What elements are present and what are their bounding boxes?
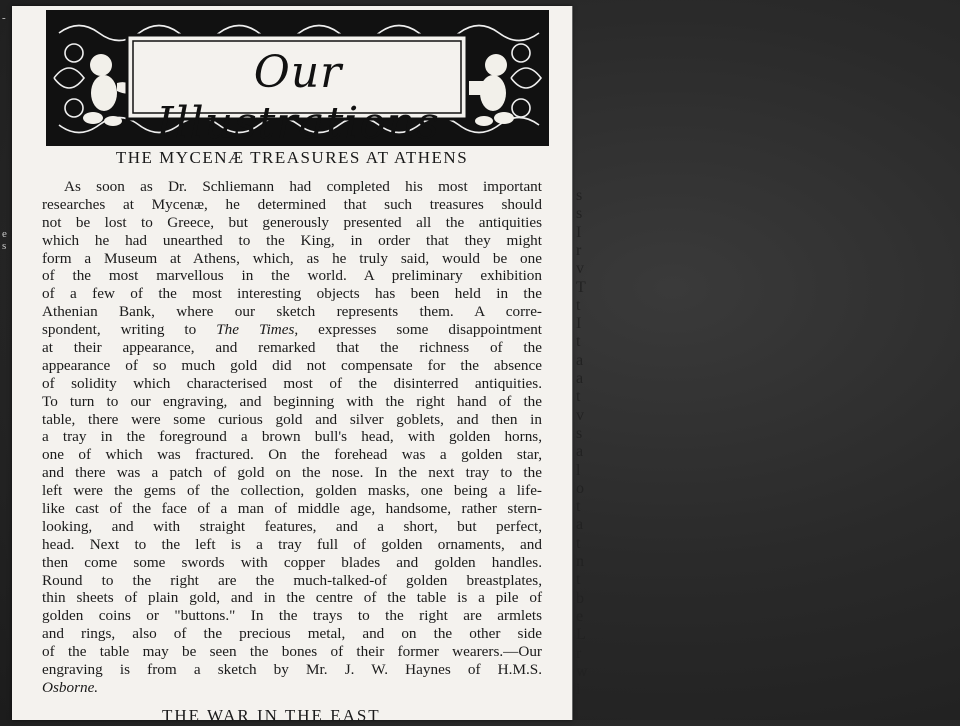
- margin-letter: w: [576, 662, 588, 680]
- article-line: Athenian Bank, where our sketch represents them. A corre-: [42, 303, 542, 321]
- article-line: engraving is from a sketch by Mr. J. W. Haynes of H.M.S.: [42, 661, 542, 679]
- margin-letter: I: [576, 315, 582, 333]
- article-line: of a few of the most interesting objects has been held in the: [42, 285, 542, 303]
- article-line: which he had unearthed to the King, in order that they might: [42, 231, 542, 249]
- margin-letter: a: [576, 516, 584, 534]
- margin-letter: e: [576, 607, 584, 625]
- margin-letter: o: [576, 479, 584, 497]
- margin-letter: n: [576, 553, 584, 570]
- article-line: of the table may be seen the bones of their former wearers.—Our: [42, 643, 542, 661]
- article-line: of solidity which characterised most of the disinterred antiquities.: [42, 374, 542, 392]
- margin-letter: s: [576, 205, 583, 223]
- article-line: head. Next to the left is a tray full of golden ornaments, and: [42, 535, 542, 553]
- margin-letter: v: [576, 260, 584, 278]
- margin-mark: e: [2, 228, 7, 240]
- article-line: and rings, also of the precious metal, and on the other side: [42, 625, 542, 643]
- article-line: golden coins or "buttons." In the trays to the right are armlets: [42, 607, 542, 625]
- article-line: To turn to our engraving, and beginning with the right hand of the: [42, 392, 542, 410]
- margin-letter: t: [576, 388, 581, 406]
- margin-letter: a: [576, 351, 584, 369]
- article-line: of the most marvellous in the world. A preliminary exhibition: [42, 267, 542, 285]
- margin-letter: s: [576, 187, 583, 204]
- article-line: then come some swords with copper blades and golden handles.: [42, 553, 542, 571]
- article-line: at their appearance, and remarked that the richness of the: [42, 339, 542, 357]
- margin-letter: l: [576, 461, 581, 479]
- article-line: Round to the right are the much-talked-of golden breastplates,: [42, 571, 542, 589]
- article-line: As soon as Dr. Schliemann had completed his most important: [64, 178, 542, 195]
- adjacent-column-edge: [572, 6, 587, 720]
- margin-letter: t: [576, 498, 581, 516]
- margin-letter: I: [576, 223, 582, 241]
- article-line: looking, and with straight features, and a short, but perfect,: [42, 517, 542, 535]
- margin-letter: b: [576, 589, 584, 607]
- article-line: Osborne.: [42, 678, 99, 696]
- margin-mark: s: [2, 240, 7, 252]
- margin-letter: t: [576, 296, 581, 314]
- article-line: researches at Mycenæ, he determined that such treasures should: [42, 195, 542, 213]
- article-line: appearance of so much gold did not compensate for the absence: [42, 356, 542, 374]
- decorative-banner: [46, 10, 549, 149]
- next-article-headline: THE WAR IN THE EAST: [162, 706, 381, 725]
- margin-letter: r: [576, 644, 582, 662]
- margin-mark: -: [2, 12, 6, 24]
- margin-letter: r: [576, 241, 582, 259]
- article-line: not be lost to Greece, but generously presented all the antiquities: [42, 213, 542, 231]
- article-line: form a Museum at Athens, which, as he truly said, would be one: [42, 249, 542, 267]
- article-headline: THE MYCENÆ TREASURES AT ATHENS: [115, 148, 469, 167]
- margin-letter: a: [576, 443, 584, 461]
- margin-letter: T: [576, 278, 586, 296]
- article-line: one of which was fractured. On the forehead was a golden star,: [42, 446, 542, 464]
- publication-name: The Times: [216, 321, 295, 339]
- newspaper-page: [12, 6, 588, 725]
- margin-letter: s: [576, 424, 583, 442]
- margin-letter: L: [576, 626, 586, 644]
- margin-letter: t: [576, 534, 581, 552]
- margin-letter: t: [576, 571, 581, 589]
- margin-letter: a: [576, 370, 584, 387]
- article-line: table, there were some curious gold and silver goblets, and then in: [42, 410, 542, 428]
- margin-letter: t: [576, 333, 581, 351]
- article-body: [42, 178, 542, 697]
- article-line: and there was a patch of gold on the nose. In the next tray to the: [42, 464, 542, 482]
- article-line: spondent, writing to The Times, expresses some disappointment: [42, 321, 543, 339]
- article-line: a tray in the foreground a brown bull's head, with golden horns,: [42, 428, 542, 446]
- article-line: left were the gems of the collection, golden masks, one being a life-: [42, 482, 542, 500]
- banner-title: Our Illustrations: [156, 47, 440, 149]
- article-line: thin sheets of plain gold, and in the centre of the table is a pile of: [42, 589, 542, 607]
- article-line: like cast of the face of a man of middle age, handsome, rather stern-: [42, 500, 542, 518]
- margin-letter: v: [576, 406, 584, 424]
- margin-letter: i: [576, 681, 581, 699]
